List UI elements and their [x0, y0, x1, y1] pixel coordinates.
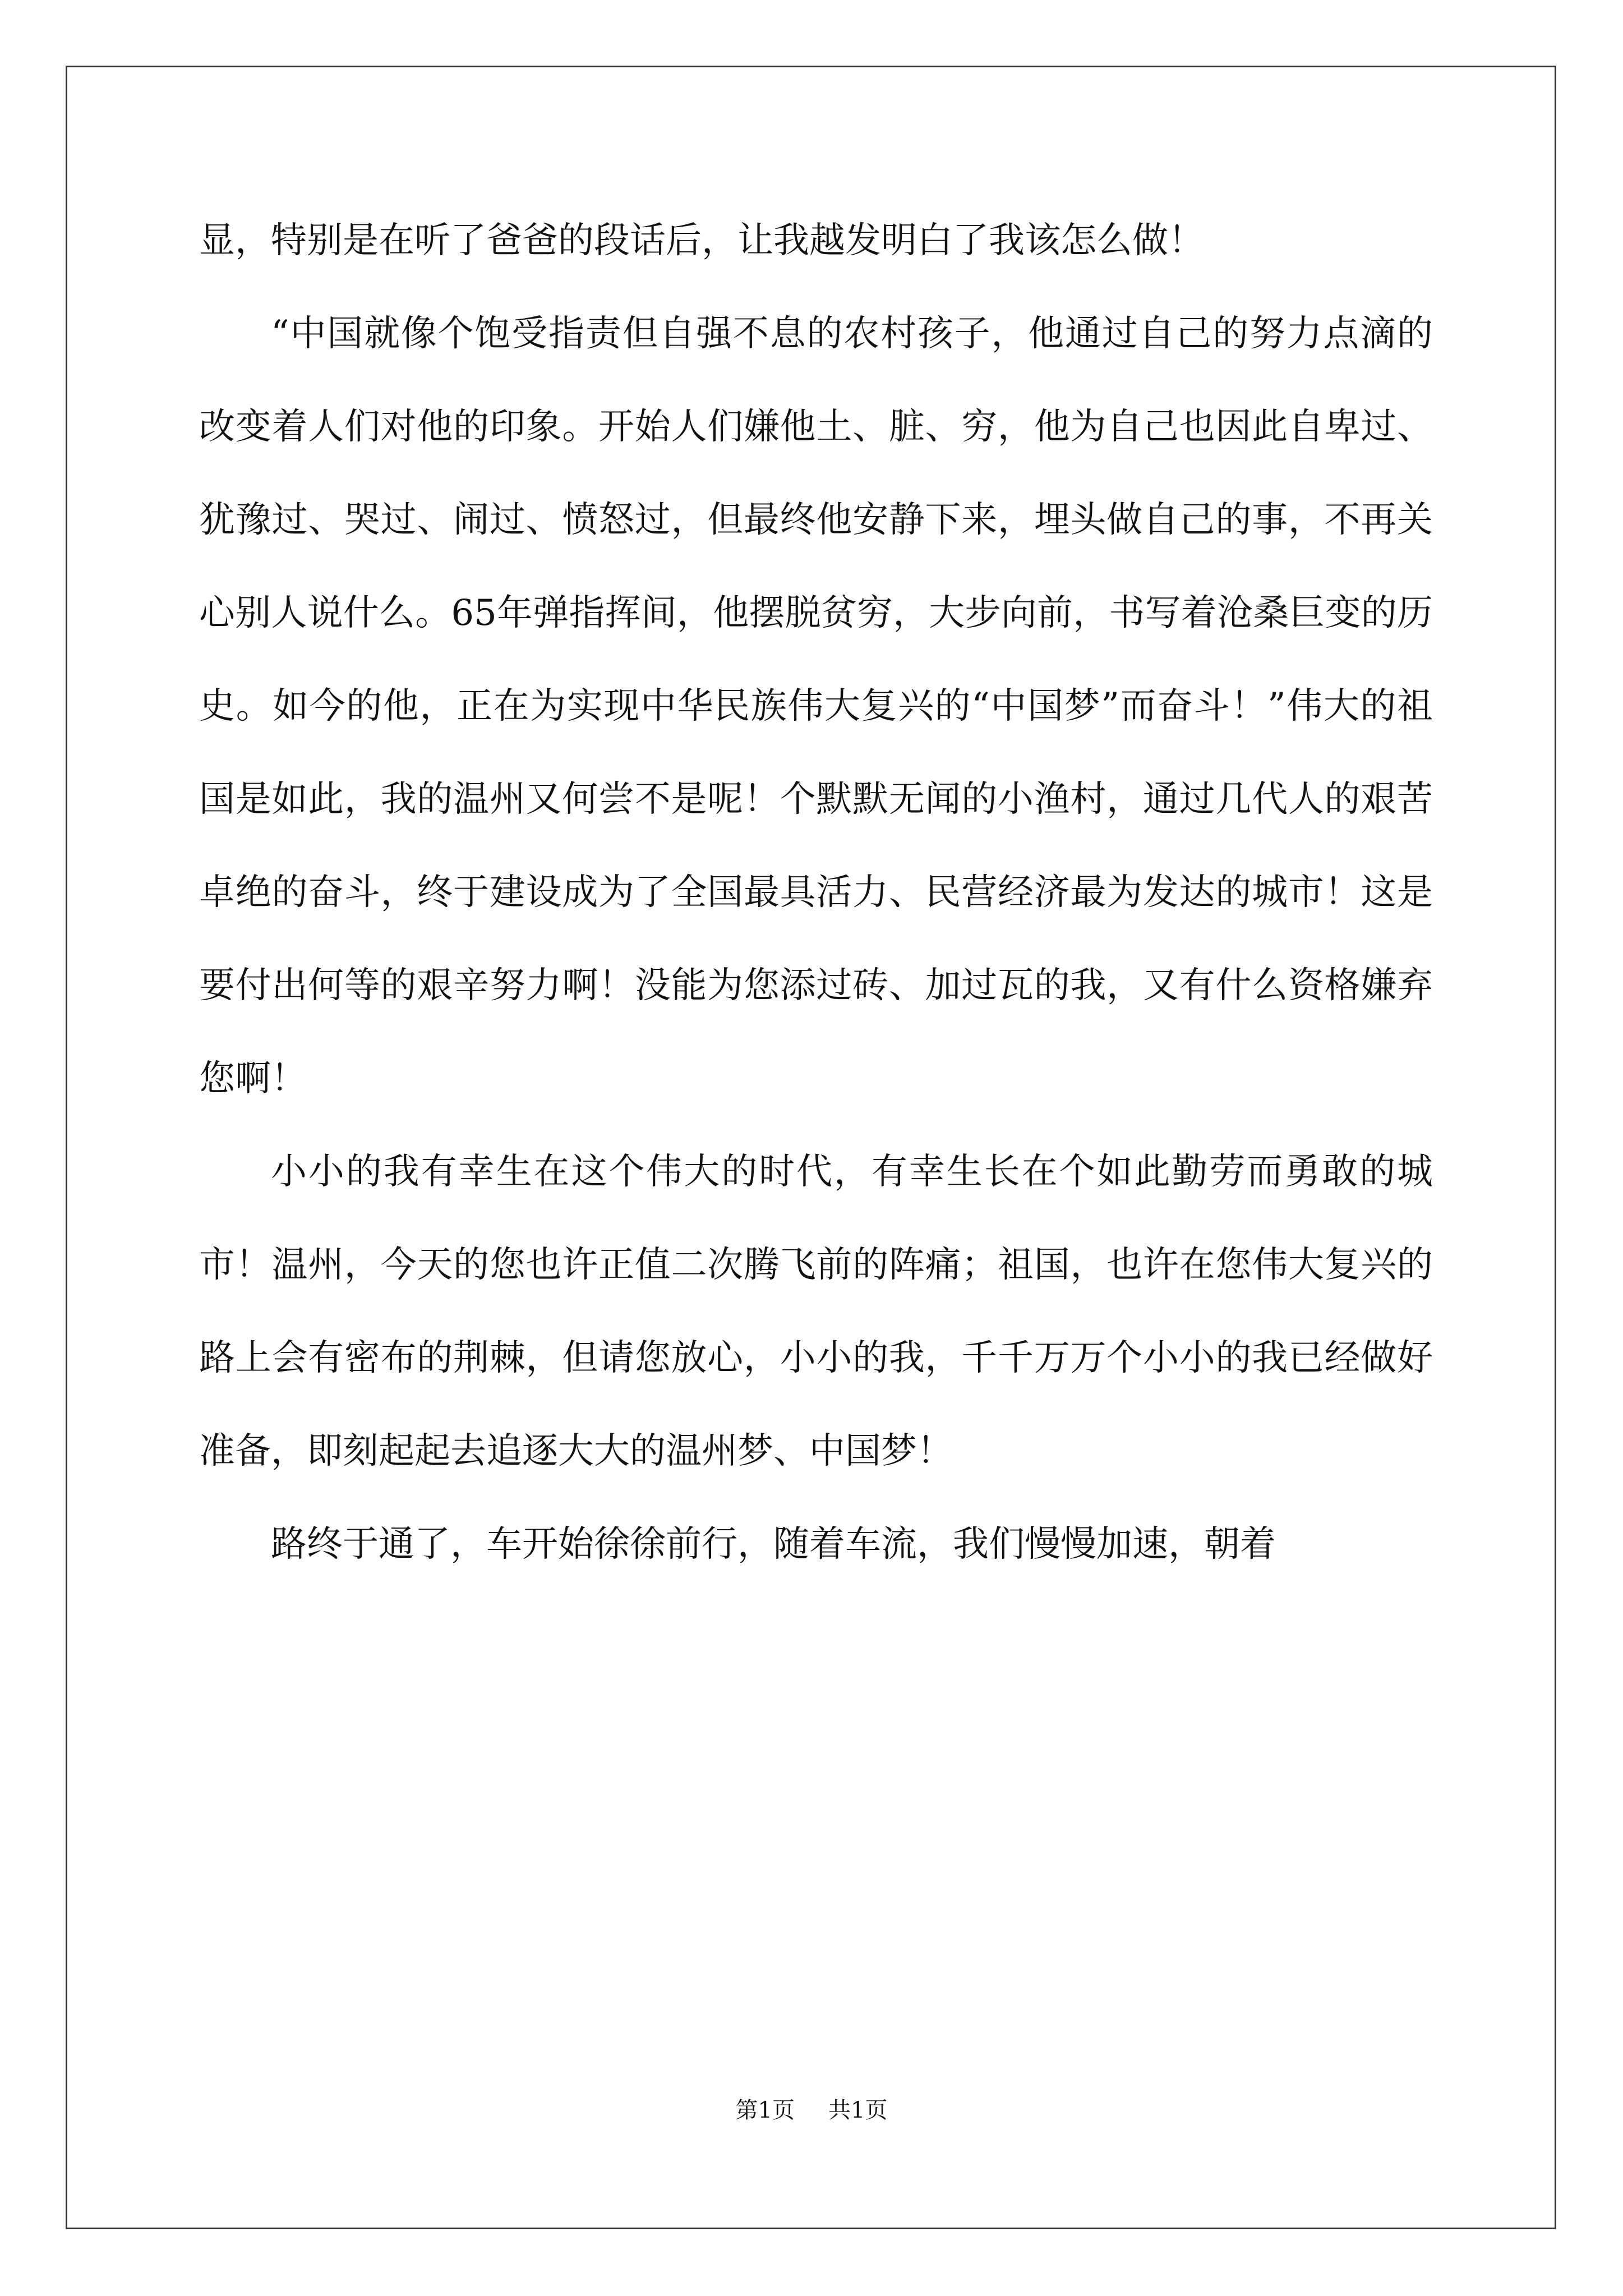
paragraph-2: “中国就像个饱受指责但自强不息的农村孩子，他通过自己的努力点滴的改变着人们对他的印象。开始人们嫌他土、脏、穷，他为自己也因此自卑过、犹豫过、哭过、闹过、愤怒过，但最终他安静下来，埋头做自己的事，不再关心别人说什么。65年弹指挥间，他摆脱贫穷，大步向前，书写着沧桑巨变的历史。如今的他，正在为实现中华民族伟大复兴的“中国梦”而奋斗！”伟大的祖国是如此，我的温州又何尝不是呢！个默默无闻的小渔村，通过几代人的艰苦卓绝的奋斗，终于建设成为了全国最具活力、民营经济最为发达的城市！这是要付出何等的艰辛努力啊！没能为您添过砖、加过瓦的我，又有什么资格嫌弃您啊！ [199, 313, 1433, 1099]
paragraph-4: 路终于通了，车开始徐徐前行，随着车流，我们慢慢加速，朝着 [271, 1524, 1276, 1565]
page-total: 共1页 [828, 2097, 888, 2123]
page-footer [0, 2092, 1623, 2124]
paragraph-1: 显，特别是在听了爸爸的段话后，让我越发明白了我该怎么做！ [199, 220, 1204, 261]
page-number: 第1页 [735, 2097, 795, 2123]
document-body [199, 194, 1433, 1591]
paragraph-3: 小小的我有幸生在这个伟大的时代，有幸生长在个如此勤劳而勇敢的城市！温州，今天的您也许正值二次腾飞前的阵痛；祖国，也许在您伟大复兴的路上会有密布的荆棘，但请您放心，小小的我，千千万万个小小的我已经做好准备，即刻起起去追逐大大的温州梦、中国梦！ [199, 1151, 1433, 1472]
